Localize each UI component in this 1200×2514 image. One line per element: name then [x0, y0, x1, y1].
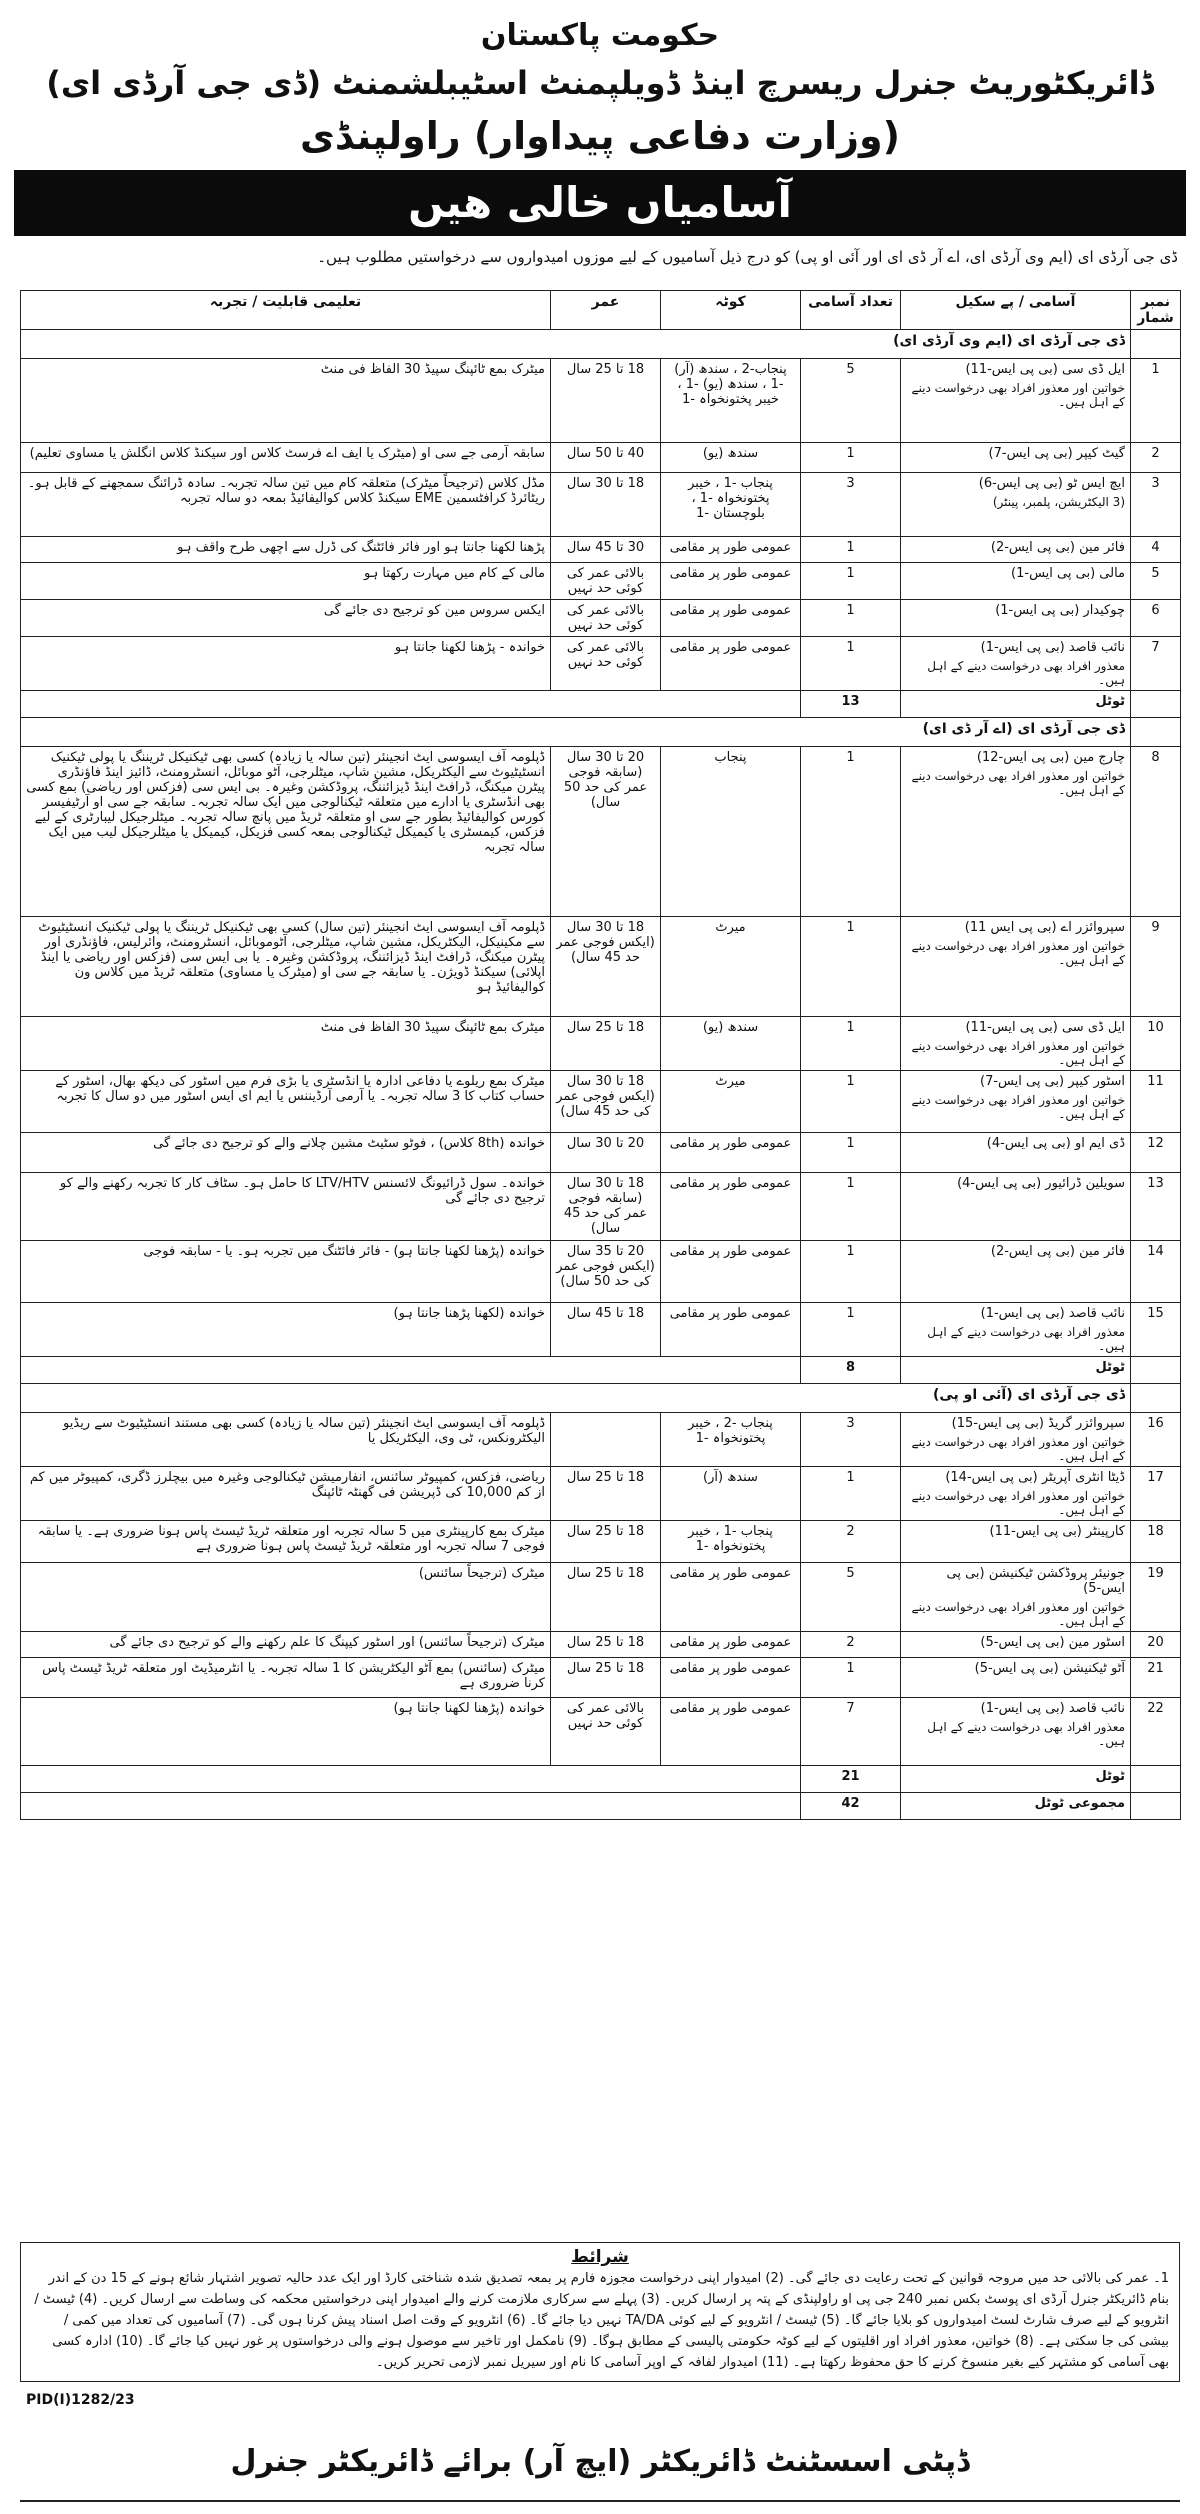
table-row: [21, 1698, 1181, 1766]
post-note: معذور افراد بھی درخواست دینے کے اہل ہیں۔: [927, 659, 1125, 687]
row-post: [901, 1071, 1131, 1133]
row-count: 1: [801, 1133, 901, 1173]
section-row: [21, 1384, 1181, 1413]
row-quota: سندھ (یو): [661, 1017, 801, 1071]
post-name: آٹو ٹیکنیشن (بی پی ایس-5): [974, 1661, 1125, 1676]
grand-total-label: مجموعی ٹوٹل: [901, 1793, 1131, 1820]
row-post: [901, 917, 1131, 1017]
row-age: بالائی عمر کی کوئی حد نہیں: [551, 1698, 661, 1766]
row-quota: عمومی طور پر مقامی: [661, 1698, 801, 1766]
row-count: 1: [801, 1303, 901, 1357]
row-age: 20 تا 30 سال (سابقہ فوجی عمر کی حد 50 سال): [551, 747, 661, 917]
row-post: [901, 1632, 1131, 1658]
post-name: چارج مین (بی پی ایس-12): [976, 750, 1125, 765]
row-post: [901, 359, 1131, 443]
post-name: فائر مین (بی پی ایس-2): [990, 540, 1125, 555]
row-quota: عمومی طور پر مقامی: [661, 1133, 801, 1173]
row-count: 5: [801, 1563, 901, 1632]
table-row: [21, 443, 1181, 473]
row-qualification: خواندہ۔ سول ڈرائیونگ لائسنس LTV/HTV کا حامل ہو۔ سٹاف کار کا تجربہ رکھنے والے کو ترجیح دی جائے گی: [21, 1173, 551, 1241]
post-name: سویلین ڈرائیور (بی پی ایس-4): [957, 1176, 1125, 1191]
post-name: سپروائزر گریڈ (بی پی ایس-15): [951, 1416, 1125, 1431]
table-row: [21, 563, 1181, 600]
total-label: ٹوٹل: [901, 1357, 1131, 1384]
row-count: 3: [801, 473, 901, 537]
post-name: چوکیدار (بی پی ایس-1): [995, 603, 1125, 618]
row-count: 1: [801, 1658, 901, 1698]
row-count: 3: [801, 1413, 901, 1467]
row-qualification: میٹرک (سائنس) بمع آٹو الیکٹریشن کا 1 سالہ تجربہ۔ یا انٹرمیڈیٹ اور متعلقہ ٹریڈ ٹیسٹ پاس کرنا ضروری ہے: [21, 1658, 551, 1698]
row-qualification: ریاضی، فزکس، کمپیوٹر سائنس، انفارمیشن ٹیکنالوجی وغیرہ میں بیچلرز ڈگری، کمپیوٹر میں کم از کم 10,000 کی ڈپریشن فی گھنٹہ ٹائپنگ: [21, 1467, 551, 1521]
row-quota: پنجاب -1 ، خیبر پختونخواہ -1 ، بلوچستان -1: [661, 473, 801, 537]
grand-total-value: 42: [801, 1793, 901, 1820]
row-age: 18 تا 30 سال: [551, 473, 661, 537]
row-age: 18 تا 30 سال (ایکس فوجی عمر حد 45 سال): [551, 917, 661, 1017]
grand-filler: [21, 1793, 801, 1820]
grand-spacer: [1131, 1793, 1181, 1820]
table-row: [21, 1563, 1181, 1632]
table-row: [21, 917, 1181, 1017]
row-quota: عمومی طور پر مقامی: [661, 1173, 801, 1241]
section-spacer: [1131, 1384, 1181, 1413]
vacancy-table: [20, 290, 1181, 1820]
row-serial: 10: [1131, 1017, 1181, 1071]
row-quota: عمومی طور پر مقامی: [661, 1658, 801, 1698]
table-row: [21, 1413, 1181, 1467]
post-note: خواتین اور معذور افراد بھی درخواست دینے کے اہل ہیں۔: [911, 381, 1125, 409]
post-name: کارپینٹر (بی پی ایس-11): [989, 1524, 1125, 1539]
row-quota: عمومی طور پر مقامی: [661, 537, 801, 563]
row-qualification: میٹرک بمع ٹائپنگ سپیڈ 30 الفاظ فی منٹ: [21, 359, 551, 443]
vacancies-banner: آسامیاں خالی ھیں: [14, 170, 1186, 236]
row-age: 40 تا 50 سال: [551, 443, 661, 473]
row-post: [901, 600, 1131, 637]
row-serial: 4: [1131, 537, 1181, 563]
col-count: تعداد آسامی: [801, 291, 901, 330]
row-quota: عمومی طور پر مقامی: [661, 600, 801, 637]
total-value: 8: [801, 1357, 901, 1384]
conditions-box: [20, 2242, 1180, 2382]
row-post: [901, 1521, 1131, 1563]
row-post: [901, 637, 1131, 691]
post-name: ڈیٹا انٹری آپریٹر (بی پی ایس-14): [945, 1470, 1125, 1485]
row-serial: 21: [1131, 1658, 1181, 1698]
total-filler: [21, 1357, 801, 1384]
row-age: بالائی عمر کی کوئی حد نہیں: [551, 637, 661, 691]
row-post: [901, 537, 1131, 563]
signatory: ڈپٹی اسسٹنٹ ڈائریکٹر (ایچ آر) برائے ڈائریکٹر جنرل: [230, 2444, 970, 2479]
row-qualification: میٹرک (ترجیحاً سائنس) اور اسٹور کیپنگ کا علم رکھنے والے کو ترجیح دی جائے گی: [21, 1632, 551, 1658]
ad-header: [0, 14, 1200, 164]
directorate-title: ڈائریکٹوریٹ جنرل ریسرچ اینڈ ڈویلپمنٹ اسٹیبلشمنٹ (ڈی جی آرڈی ای): [46, 64, 1154, 102]
row-qualification: خواندہ (پڑھنا لکھنا جانتا ہو) - فائر فائٹنگ میں تجربہ ہو۔ یا - سابقہ فوجی: [21, 1241, 551, 1303]
section-spacer: [1131, 718, 1181, 747]
total-spacer: [1131, 1357, 1181, 1384]
row-age: 18 تا 25 سال: [551, 1632, 661, 1658]
row-quota: پنجاب-2 ، سندھ (آر) -1 ، سندھ (یو) -1 ، خیبر پختونخواہ -1: [661, 359, 801, 443]
col-serial: نمبر شمار: [1131, 291, 1181, 330]
row-age: 18 تا 30 سال (ایکس فوجی عمر کی حد 45 سال): [551, 1071, 661, 1133]
row-post: [901, 1241, 1131, 1303]
row-count: 2: [801, 1521, 901, 1563]
row-post: [901, 1173, 1131, 1241]
row-quota: عمومی طور پر مقامی: [661, 1563, 801, 1632]
total-value: 21: [801, 1766, 901, 1793]
row-age: 20 تا 30 سال: [551, 1133, 661, 1173]
row-qualification: سابقہ آرمی جے سی او (میٹرک یا ایف اے فرسٹ کلاس اور سیکنڈ کلاس انگلش یا مساوی تعلیم): [21, 443, 551, 473]
post-name: جونیئر پروڈکشن ٹیکنیشن (بی پی ایس-5): [946, 1566, 1125, 1596]
row-age: 18 تا 30 سال (سابقہ فوجی عمر کی حد 45 سال): [551, 1173, 661, 1241]
section-title: ڈی جی آرڈی ای (ایم وی آرڈی ای): [21, 330, 1131, 359]
table-body: [21, 330, 1181, 1820]
pid-number: PID(I)1282/23: [26, 2392, 135, 2408]
conditions-text: 1۔ عمر کی بالائی حد میں مروجہ قوانین کے تحت رعایت دی جائے گی۔ (2) امیدوار اپنی درخواست مجوزہ فارم پر بمعہ تصدیق شدہ شناختی کارڈ اور ایک عدد حالیہ تصویر اشتہار شائع ہونے کے 15 دن کے اندر بنام ڈائریکٹر جنرل آرڈی ای پوسٹ بکس نمبر 240 جی پی او راولپنڈی کے پتہ پر ارسال کریں۔ (3) پہلے سے سرکاری ملازمت کرنے والے امیدوار اپنی درخواستیں محکمہ کی وساطت سے ارسال کریں۔ (4) ٹیسٹ / انٹرویو کے لیے صرف شارٹ لسٹ امیدواروں کو بلایا جائے گا۔ (5) ٹیسٹ / انٹرویو کے لیے کوئی TA/DA نہیں دیا جائے گا۔ (6) انٹرویو کے وقت اصل اسناد پیش کرنا ہوں گی۔ (7) آسامیوں کی تعداد میں کمی / بیشی کی جا سکتی ہے۔ (8) خواتین، معذور افراد اور اقلیتوں کے لیے کوٹہ حکومتی پالیسی کے مطابق ہوگا۔ (9) نامکمل اور تاخیر سے موصول ہونے والی درخواستوں پر غور نہیں کیا جائے گا۔ (10) ادارہ کسی بھی آسامی کو مشتہر کیے بغیر منسوخ کرنے کا حق محفوظ رکھتا ہے۔ (11) امیدوار لفافہ کے اوپر آسامی کا نام اور سیریل نمبر لازمی تحریر کریں۔: [34, 2271, 1169, 2370]
table-row: [21, 1173, 1181, 1241]
table-row: [21, 1071, 1181, 1133]
row-qualification: میٹرک بمع ریلوے یا دفاعی ادارہ یا انڈسٹری یا بڑی فرم میں اسٹور کی دیکھ بھال، اسٹور کے حساب کتاب کا 3 سالہ تجربہ۔ یا آرمی آرڈیننس یا ایم ای ایس اسٹور میں دو سال کا تجربہ: [21, 1071, 551, 1133]
row-qualification: خواندہ (8th کلاس) ، فوٹو سٹیٹ مشین چلانے والے کو ترجیح دی جائے گی: [21, 1133, 551, 1173]
row-post: [901, 1658, 1131, 1698]
row-serial: 9: [1131, 917, 1181, 1017]
row-age: بالائی عمر کی کوئی حد نہیں: [551, 563, 661, 600]
post-name: ایل ڈی سی (بی پی ایس-11): [965, 362, 1125, 377]
row-quota: میرٹ: [661, 1071, 801, 1133]
row-serial: 13: [1131, 1173, 1181, 1241]
row-qualification: خواندہ (پڑھنا لکھنا جانتا ہو): [21, 1698, 551, 1766]
row-age: 18 تا 25 سال: [551, 1017, 661, 1071]
col-quota: کوٹہ: [661, 291, 801, 330]
post-name: اسٹور کیپر (بی پی ایس-7): [980, 1074, 1125, 1089]
post-name: گیٹ کیپر (بی پی ایس-7): [988, 446, 1125, 461]
row-serial: 3: [1131, 473, 1181, 537]
table-row: [21, 473, 1181, 537]
row-count: 1: [801, 747, 901, 917]
post-name: فائر مین (بی پی ایس-2): [990, 1244, 1125, 1259]
row-count: 1: [801, 1241, 901, 1303]
post-name: نائب قاصد (بی پی ایس-1): [980, 1701, 1125, 1716]
bottom-rule: [20, 2500, 1180, 2502]
row-qualification: ڈپلومہ آف ایسوسی ایٹ انجینئر (تین سال) کسی بھی ٹیکنیکل ٹریننگ یا پولی ٹیکنیک انسٹیٹیوٹ سے مکینیکل، الیکٹریکل، مشین شاپ، میٹلرجی، آٹوموبائل، انسٹرومنٹ، وائرلیس، فاؤنڈری اور پیٹرن میکنگ، ڈرافٹ اینڈ ڈیزائننگ، پروڈکشن وغیرہ۔ یا بی ایس سی (فزکس اور ریاضی یا اینڈ اپلائی) سیکنڈ ڈویژن۔ یا سابقہ جے سی او (میٹرک یا مساوی) متعلقہ ٹریڈ میں کلاس ون کوالیفائیڈ ہو: [21, 917, 551, 1017]
post-note: معذور افراد بھی درخواست دینے کے اہل ہیں۔: [927, 1720, 1125, 1748]
row-age: 20 تا 35 سال (ایکس فوجی عمر کی حد 50 سال): [551, 1241, 661, 1303]
row-age: 18 تا 45 سال: [551, 1303, 661, 1357]
row-post: [901, 1133, 1131, 1173]
table-row: [21, 1303, 1181, 1357]
row-count: 2: [801, 1632, 901, 1658]
row-serial: 2: [1131, 443, 1181, 473]
post-name: ڈی ایم او (بی پی ایس-4): [986, 1136, 1125, 1151]
post-note: معذور افراد بھی درخواست دینے کے اہل ہیں۔: [927, 1325, 1125, 1353]
row-qualification: ایکس سروس مین کو ترجیح دی جائے گی: [21, 600, 551, 637]
row-serial: 18: [1131, 1521, 1181, 1563]
total-label: ٹوٹل: [901, 691, 1131, 718]
post-note: خواتین اور معذور افراد بھی درخواست دینے کے اہل ہیں۔: [911, 1489, 1125, 1517]
row-serial: 14: [1131, 1241, 1181, 1303]
row-qualification: خواندہ - پڑھنا لکھنا جانتا ہو: [21, 637, 551, 691]
total-filler: [21, 1766, 801, 1793]
row-age: 18 تا 25 سال: [551, 359, 661, 443]
row-count: 1: [801, 563, 901, 600]
grand-total-row: [21, 1793, 1181, 1820]
row-post: [901, 1303, 1131, 1357]
row-count: 1: [801, 600, 901, 637]
post-note: (3 الیکٹریشن، پلمبر، پینٹر): [992, 495, 1125, 509]
row-post: [901, 1467, 1131, 1521]
section-title: ڈی جی آرڈی ای (اے آر ڈی ای): [21, 718, 1131, 747]
row-count: 1: [801, 917, 901, 1017]
post-name: مالی (بی پی ایس-1): [1011, 566, 1125, 581]
total-value: 13: [801, 691, 901, 718]
row-quota: پنجاب: [661, 747, 801, 917]
row-post: [901, 1017, 1131, 1071]
row-qualification: مڈل کلاس (ترجیحاً میٹرک) متعلقہ کام میں تین سالہ تجربہ۔ سادہ ڈرائنگ سمجھنے کے قابل ہو۔ ریٹائرڈ کرافٹسمین EME سیکنڈ کلاس کوالیفائیڈ بمعہ دو سالہ تجربہ: [21, 473, 551, 537]
row-serial: 1: [1131, 359, 1181, 443]
post-note: خواتین اور معذور افراد بھی درخواست دینے کے اہل ہیں۔: [911, 1093, 1125, 1121]
row-count: 5: [801, 359, 901, 443]
post-name: ایل ڈی سی (بی پی ایس-11): [965, 1020, 1125, 1035]
row-age: [551, 1413, 661, 1467]
row-serial: 12: [1131, 1133, 1181, 1173]
row-count: 1: [801, 537, 901, 563]
row-post: [901, 1698, 1131, 1766]
row-quota: میرٹ: [661, 917, 801, 1017]
section-row: [21, 718, 1181, 747]
total-spacer: [1131, 1766, 1181, 1793]
total-spacer: [1131, 691, 1181, 718]
table-row: [21, 600, 1181, 637]
table-row: [21, 537, 1181, 563]
row-post: [901, 1563, 1131, 1632]
table-row: [21, 747, 1181, 917]
row-serial: 22: [1131, 1698, 1181, 1766]
row-post: [901, 563, 1131, 600]
row-count: 1: [801, 1467, 901, 1521]
row-qualification: میٹرک بمع ٹائپنگ سپیڈ 30 الفاظ فی منٹ: [21, 1017, 551, 1071]
row-quota: عمومی طور پر مقامی: [661, 1241, 801, 1303]
post-name: سپروائزر اے (بی پی ایس 11): [964, 920, 1125, 935]
table-row: [21, 1658, 1181, 1698]
row-serial: 7: [1131, 637, 1181, 691]
section-total-row: [21, 1357, 1181, 1384]
row-age: 18 تا 25 سال: [551, 1521, 661, 1563]
row-serial: 20: [1131, 1632, 1181, 1658]
row-quota: عمومی طور پر مقامی: [661, 1632, 801, 1658]
row-count: 7: [801, 1698, 901, 1766]
row-count: 1: [801, 1071, 901, 1133]
section-row: [21, 330, 1181, 359]
row-age: 30 تا 45 سال: [551, 537, 661, 563]
row-qualification: ڈپلومہ آف ایسوسی ایٹ انجینئر (تین سالہ یا زیادہ) کسی بھی ٹیکنیکل ٹریننگ یا پولی ٹیکنیک انسٹیٹیوٹ سے الیکٹریکل، مشین شاپ، میٹلرجی، آٹو موبائل، انسٹرومنٹ، ڈائیز اینڈ فاؤنڈری پیٹرن میکنگ، ڈرافٹ اینڈ ڈیزائننگ، پروڈکشن وغیرہ۔ بی ایس سی (فزکس اور ریاضی) بمع کسی بھی انڈسٹری یا ادارے میں متعلقہ ٹیکنالوجی میں ایک سالہ تجربہ۔ سابقہ جے سی او آرٹیفیسر کورس کوالیفائیڈ بطور جے سی او متعلقہ ٹریڈ میں پانچ سالہ تجربہ۔ میٹلرجیکل لیبارٹری کے لیے فزکس، کیمسٹری یا کیمیکل ٹیکنالوجی بمعہ کسی فزیکل، کیمیکل یا میٹلرجیکل لیب میں ایک سالہ تجربہ: [21, 747, 551, 917]
row-qualification: پڑھنا لکھنا جانتا ہو اور فائر فائٹنگ کی ڈرل سے اچھی طرح واقف ہو: [21, 537, 551, 563]
section-spacer: [1131, 330, 1181, 359]
table-row: [21, 1467, 1181, 1521]
row-serial: 5: [1131, 563, 1181, 600]
row-quota: عمومی طور پر مقامی: [661, 1303, 801, 1357]
row-count: 1: [801, 1173, 901, 1241]
row-age: 18 تا 25 سال: [551, 1563, 661, 1632]
row-count: 1: [801, 443, 901, 473]
post-name: ایچ ایس ٹو (بی پی ایس-6): [978, 476, 1125, 491]
row-serial: 16: [1131, 1413, 1181, 1467]
gov-title: حکومت پاکستان: [480, 18, 720, 53]
row-qualification: ڈپلومہ آف ایسوسی ایٹ انجینئر (تین سالہ یا زیادہ) کسی بھی مستند انسٹیٹیوٹ سے ریڈیو الیکٹرونکس، ٹی وی، الیکٹریکل یا: [21, 1413, 551, 1467]
row-post: [901, 1413, 1131, 1467]
row-serial: 6: [1131, 600, 1181, 637]
row-post: [901, 473, 1131, 537]
post-note: خواتین اور معذور افراد بھی درخواست دینے کے اہل ہیں۔: [911, 1435, 1125, 1463]
row-count: 1: [801, 1017, 901, 1071]
row-quota: پنجاب -2 ، خیبر پختونخواہ -1: [661, 1413, 801, 1467]
section-total-row: [21, 1766, 1181, 1793]
row-qualification: خواندہ (لکھنا پڑھنا جانتا ہو): [21, 1303, 551, 1357]
col-age: عمر: [551, 291, 661, 330]
total-label: ٹوٹل: [901, 1766, 1131, 1793]
row-serial: 11: [1131, 1071, 1181, 1133]
table-row: [21, 359, 1181, 443]
post-name: نائب قاصد (بی پی ایس-1): [980, 640, 1125, 655]
table-row: [21, 1133, 1181, 1173]
row-quota: عمومی طور پر مقامی: [661, 563, 801, 600]
ministry-title: (وزارت دفاعی پیداوار) راولپنڈی: [300, 114, 900, 158]
post-note: خواتین اور معذور افراد بھی درخواست دینے کے اہل ہیں۔: [911, 769, 1125, 797]
intro-text: ڈی جی آرڈی ای (ایم وی آرڈی ای، اے آر ڈی ای اور آئی او پی) کو درج ذیل آسامیوں کے لیے موزوں امیدواروں سے درخواستیں مطلوب ہیں۔: [317, 248, 1178, 266]
row-quota: عمومی طور پر مقامی: [661, 637, 801, 691]
row-age: 18 تا 25 سال: [551, 1467, 661, 1521]
post-note: خواتین اور معذور افراد بھی درخواست دینے کے اہل ہیں۔: [911, 1039, 1125, 1067]
row-serial: 17: [1131, 1467, 1181, 1521]
row-serial: 8: [1131, 747, 1181, 917]
col-post: آسامی / پے سکیل: [901, 291, 1131, 330]
row-post: [901, 443, 1131, 473]
post-name: نائب قاصد (بی پی ایس-1): [980, 1306, 1125, 1321]
conditions-title: شرائط: [571, 2247, 629, 2267]
table-row: [21, 1632, 1181, 1658]
section-title: ڈی جی آرڈی ای (آئی او پی): [21, 1384, 1131, 1413]
row-qualification: میٹرک (ترجیحاً سائنس): [21, 1563, 551, 1632]
row-serial: 19: [1131, 1563, 1181, 1632]
table-row: [21, 1521, 1181, 1563]
post-name: اسٹور مین (بی پی ایس-5): [980, 1635, 1125, 1650]
total-filler: [21, 691, 801, 718]
row-qualification: میٹرک بمع کارپینٹری میں 5 سالہ تجربہ اور متعلقہ ٹریڈ ٹیسٹ پاس ہونا ضروری ہے۔ یا سابقہ فوجی 7 سالہ تجربہ اور متعلقہ ٹریڈ ٹیسٹ پاس ہونا ضروری ہے: [21, 1521, 551, 1563]
row-quota: سندھ (یو): [661, 443, 801, 473]
row-age: بالائی عمر کی کوئی حد نہیں: [551, 600, 661, 637]
table-row: [21, 1241, 1181, 1303]
row-quota: سندھ (آر): [661, 1467, 801, 1521]
row-count: 1: [801, 637, 901, 691]
table-header-row: [21, 291, 1181, 330]
row-quota: پنجاب -1 ، خیبر پختونخواہ -1: [661, 1521, 801, 1563]
post-note: خواتین اور معذور افراد بھی درخواست دینے کے اہل ہیں۔: [911, 1600, 1125, 1628]
section-total-row: [21, 691, 1181, 718]
row-post: [901, 747, 1131, 917]
row-serial: 15: [1131, 1303, 1181, 1357]
row-age: 18 تا 25 سال: [551, 1658, 661, 1698]
col-qualification: تعلیمی قابلیت / تجربہ: [21, 291, 551, 330]
post-note: خواتین اور معذور افراد بھی درخواست دینے کے اہل ہیں۔: [911, 939, 1125, 967]
row-qualification: مالی کے کام میں مہارت رکھتا ہو: [21, 563, 551, 600]
table-row: [21, 1017, 1181, 1071]
table-row: [21, 637, 1181, 691]
